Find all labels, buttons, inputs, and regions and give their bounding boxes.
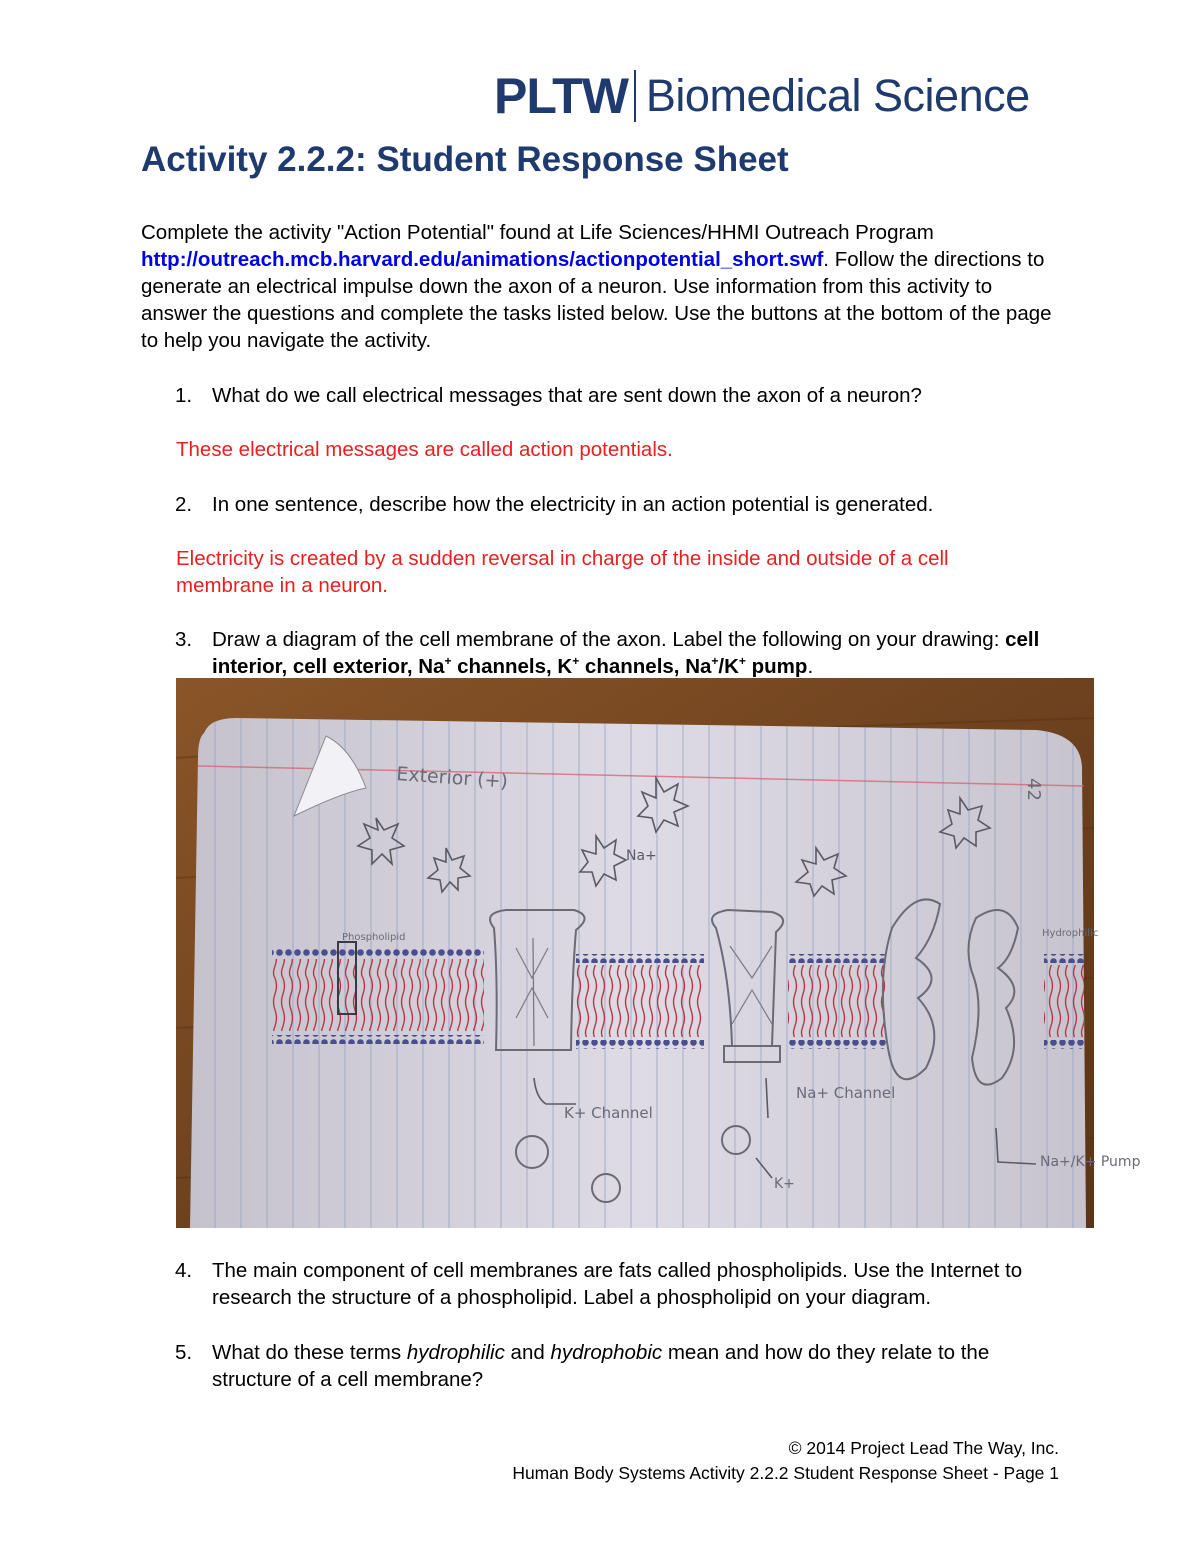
- question-3: [175, 626, 1055, 680]
- question-1: [175, 382, 1055, 409]
- label-list-a: cell interior, cell exterior, Na: [212, 628, 1040, 678]
- drawing-page-number: 42: [1023, 778, 1044, 801]
- superscript: +: [738, 654, 746, 668]
- logo-divider: [634, 70, 636, 122]
- footer-copyright: © 2014 Project Lead The Way, Inc.: [788, 1438, 1059, 1458]
- term-hydrophobic: hydrophobic: [550, 1341, 663, 1364]
- question-5-text-c: mean and how do they relate to the structure of a cell membrane?: [212, 1341, 990, 1391]
- question-text: What do we call electrical messages that are sent down the axon of a neuron?: [212, 384, 922, 407]
- drawing-label-na-channel: Na+ Channel: [796, 1084, 896, 1102]
- question-2: [175, 491, 1055, 518]
- logo-pltw-text: PLTW: [494, 68, 628, 124]
- question-number: 1.: [175, 384, 193, 407]
- pltw-logo: [494, 66, 1030, 126]
- drawing-label-hydrophilic: Hydrophilic: [1042, 928, 1099, 939]
- page-title: Activity 2.2.2: Student Response Sheet: [141, 140, 789, 179]
- label-list-c: channels, Na: [579, 655, 712, 678]
- intro-text-before: Complete the activity "Action Potential" found at Life Sciences/HHMI Outreach Program: [141, 221, 934, 244]
- question-text: [212, 626, 1055, 680]
- question-5-text-b: and: [504, 1341, 551, 1364]
- question-text: In one sentence, describe how the electricity in an action potential is generated.: [212, 493, 934, 516]
- question-number: 3.: [175, 628, 193, 651]
- question-text: The main component of cell membranes are fats called phospholipids. Use the Internet to research the structure of a phospholipid. Label a phospholipid on your diagram.: [212, 1259, 1023, 1309]
- superscript: +: [711, 654, 719, 668]
- question-3-text: Draw a diagram of the cell membrane of the axon. Label the following on your drawing:: [212, 628, 1006, 651]
- answer-2: Electricity is created by a sudden reversal in charge of the inside and outside of a cell membrane in a neuron.: [176, 547, 949, 597]
- drawing-label-phospholipid: Phospholipid: [342, 932, 406, 943]
- label-list-e: pump: [745, 655, 808, 678]
- label-list-b: channels, K: [451, 655, 573, 678]
- activity-link[interactable]: http://outreach.mcb.harvard.edu/animations/actionpotential_short.swf: [141, 248, 824, 271]
- question-3-period: .: [807, 655, 814, 678]
- question-number: 2.: [175, 493, 193, 516]
- superscript: +: [572, 654, 580, 668]
- intro-text-after: . Follow the directions to generate an electrical impulse down the axon of a neuron. Use information from this activity to answer the questions and complete the tasks listed below. Use the buttons at the bottom of the page to help you navigate the activity.: [141, 248, 1052, 352]
- drawing-label-exterior: Exterior (+): [395, 763, 509, 793]
- drawing-label-na: Na+: [626, 848, 657, 864]
- term-hydrophilic: hydrophilic: [406, 1341, 505, 1364]
- answer-1: These electrical messages are called action potentials.: [176, 438, 673, 461]
- membrane-drawing-photo: [176, 678, 1141, 1228]
- question-4: [175, 1257, 1055, 1311]
- superscript: +: [444, 654, 452, 668]
- drawing-label-pump: Na+/K+ Pump: [1040, 1154, 1141, 1170]
- footer-doc-info: Human Body Systems Activity 2.2.2 Student Response Sheet - Page 1: [512, 1463, 1059, 1483]
- question-5-text-a: What do these terms: [212, 1341, 407, 1364]
- question-number: 5.: [175, 1341, 193, 1364]
- drawing-label-k: K+: [774, 1176, 795, 1192]
- label-list-d: /K: [718, 655, 739, 678]
- drawing-label-k-channel: K+ Channel: [564, 1104, 653, 1122]
- question-5: [175, 1339, 1055, 1393]
- question-text: [212, 1339, 1057, 1393]
- question-number: 4.: [175, 1259, 193, 1282]
- intro-paragraph: [141, 219, 1061, 354]
- logo-program-text: Biomedical Science: [645, 70, 1030, 121]
